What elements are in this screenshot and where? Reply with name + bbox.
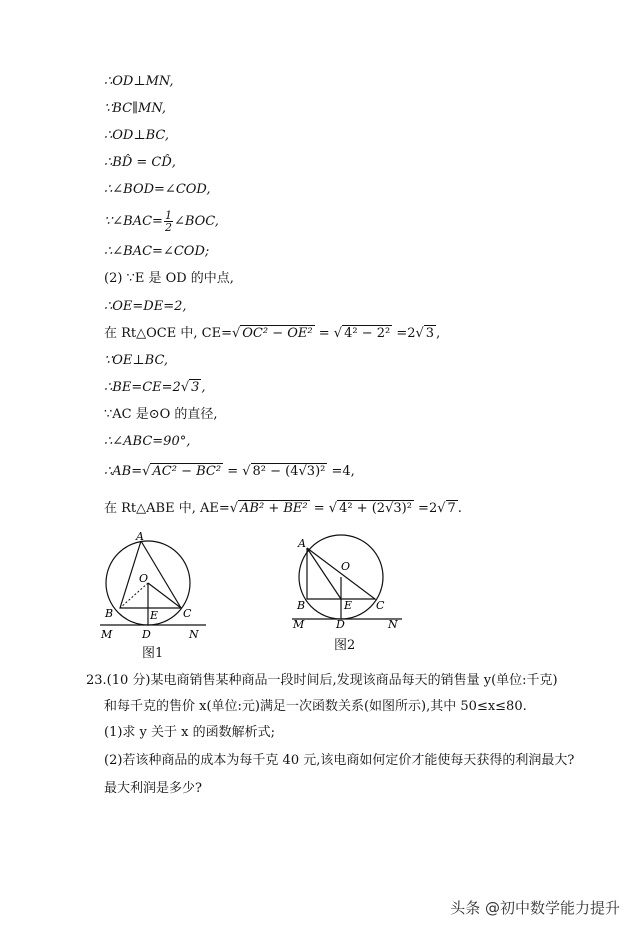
step-line: ∵OE⊥BC, (104, 353, 169, 368)
step-line: ∴OE=DE=2, (104, 299, 187, 314)
text-part: =2 (413, 501, 438, 516)
radicand: 4² + (2√3)² (339, 501, 412, 516)
label-B: B (105, 607, 114, 620)
step-line: (2) ∵E 是 OD 的中点, (104, 271, 234, 286)
sqrt-sign: √ (437, 501, 446, 516)
step-line: ∵BC∥MN, (104, 101, 167, 116)
radicand: OC² − OE² (242, 326, 313, 341)
label-B: B (297, 599, 306, 612)
text-part: 在 Rt△ABE 中, AE= (104, 501, 230, 516)
problem-line: (1)求 y 关于 x 的函数解析式; (104, 725, 275, 740)
figure-1-caption: 图1 (142, 646, 164, 661)
label-A: A (136, 530, 144, 543)
text-part: ∴BE=CE=2 (104, 380, 181, 395)
label-E: E (344, 599, 353, 612)
text-part: ∵∠BAC= (104, 214, 163, 229)
problem-line: 最大利润是多少? (104, 781, 202, 796)
radicand: AB² + BE² (240, 501, 308, 516)
label-D: D (336, 618, 345, 631)
radicand: 3 (191, 380, 200, 395)
sqrt-sign: √ (415, 326, 424, 341)
step-line: ∵AC 是⊙O 的直径, (104, 407, 218, 422)
label-M: M (293, 618, 305, 631)
label-C: C (183, 607, 192, 620)
step-line (104, 500, 462, 518)
step-line (104, 325, 440, 343)
label-M: M (101, 628, 113, 641)
text-part: 在 Rt△OCE 中, CE= (104, 326, 232, 341)
radicand: 8² − (4√3)² (252, 464, 326, 479)
step-line: ∴OD⊥MN, (104, 74, 174, 89)
sqrt-sign: √ (180, 380, 190, 395)
fraction (164, 210, 173, 233)
label-O: O (341, 560, 351, 573)
text-part: =4, (327, 464, 355, 479)
step-line: ∴∠BAC=∠COD; (104, 244, 210, 259)
fraction-denominator: 2 (164, 221, 172, 234)
sqrt-sign: √ (328, 501, 338, 516)
step-line (104, 463, 355, 481)
step-line: ∴OD⊥BC, (104, 128, 169, 143)
text-part: = (314, 326, 334, 341)
sqrt-sign: √ (142, 464, 151, 479)
label-D: D (142, 628, 151, 641)
radicand: 3 (425, 326, 435, 341)
problem-line: 23.(10 分)某电商销售某种商品一段时间后,发现该商品每天的销售量 y(单位:千克) (86, 673, 558, 688)
step-line: ∴BD̂ = CD̂, (104, 155, 176, 170)
label-E: E (150, 609, 159, 622)
circle-figure-2 (290, 530, 410, 640)
problem-line: 和每千克的售价 x(单位:元)满足一次函数关系(如图所示),其中 50≤x≤80. (104, 699, 527, 714)
text-part: . (457, 501, 462, 516)
sqrt-sign: √ (231, 326, 241, 341)
fraction-numerator: 1 (164, 209, 172, 222)
sqrt-sign: √ (229, 501, 239, 516)
radicand: AC² − BC² (152, 464, 222, 479)
figure-2-caption: 图2 (334, 638, 356, 653)
text-part: = (309, 501, 329, 516)
label-N: N (388, 618, 398, 631)
step-line: ∴∠BOD=∠COD, (104, 182, 211, 197)
text-part: , (436, 326, 441, 341)
sqrt-sign: √ (242, 464, 251, 479)
label-N: N (189, 628, 199, 641)
label-C: C (376, 599, 385, 612)
problem-line: (2)若该种商品的成本为每千克 40 元,该电商如何定价才能使每天获得的利润最大? (104, 753, 575, 768)
text-part: =2 (392, 326, 416, 341)
step-line (104, 379, 206, 397)
sqrt-sign: √ (333, 326, 343, 341)
radicand: 7 (447, 501, 456, 516)
label-O: O (139, 572, 149, 585)
text-part: = (223, 464, 243, 479)
text-part: ∴AB= (104, 464, 143, 479)
step-line (104, 210, 219, 233)
label-A: A (298, 537, 306, 550)
watermark: 头条 @初中数学能力提升 (450, 899, 620, 917)
radicand: 4² − 2² (344, 326, 391, 341)
circle-figure-1 (96, 528, 216, 648)
text-part: ∠BOC, (173, 214, 219, 229)
text-part: , (201, 380, 206, 395)
step-line: ∴∠ABC=90°, (104, 434, 191, 449)
